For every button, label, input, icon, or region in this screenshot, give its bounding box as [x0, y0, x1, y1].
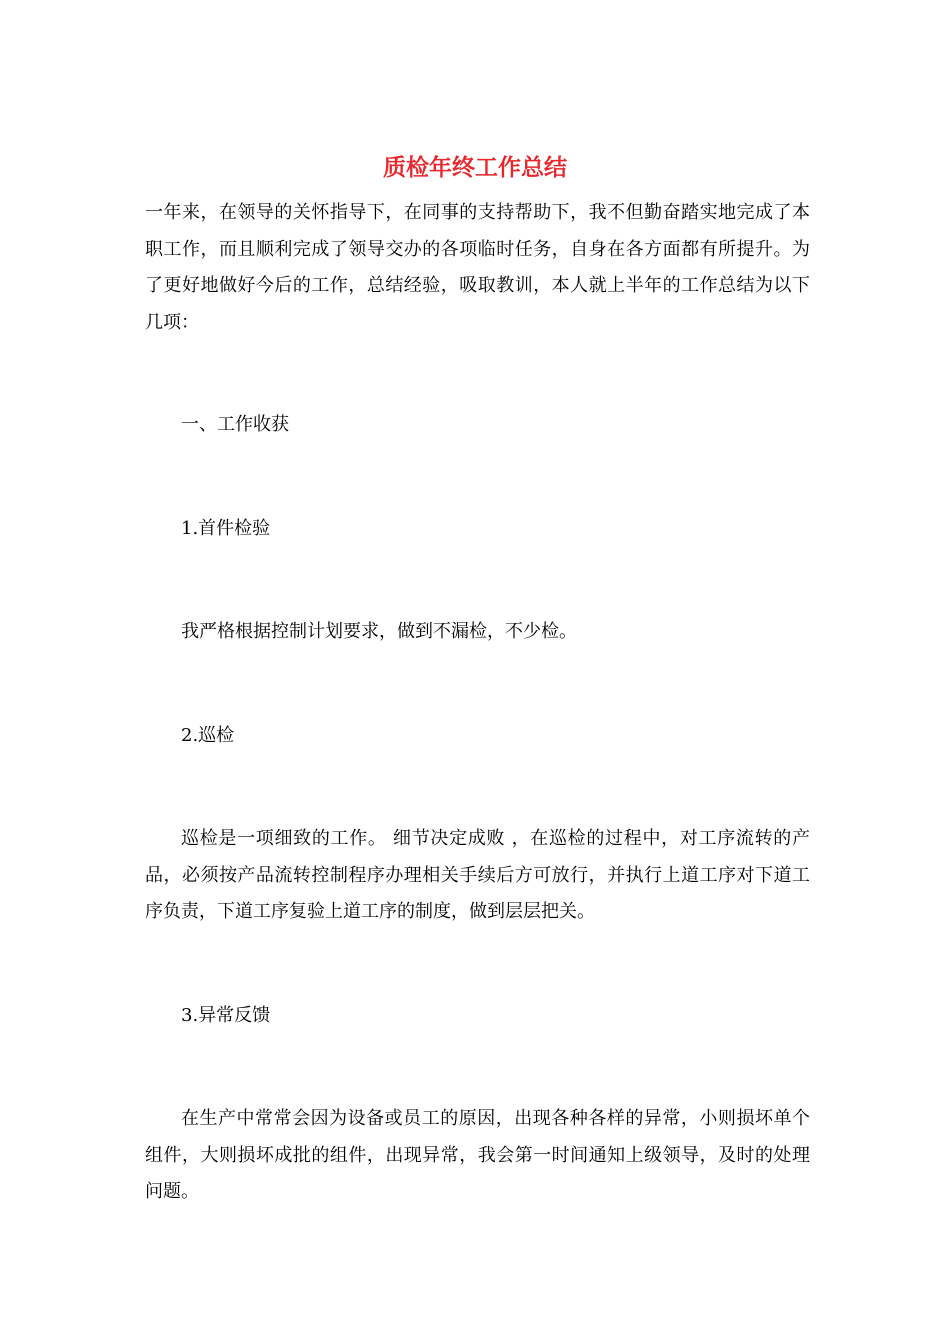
item-body-patrol-inspection: 巡检是一项细致的工作。 细节决定成败 ，在巡检的过程中，对工序流转的产品，必须按产品流转控制程序办理相关手续后方可放行，并执行上道工序对下道工序负责，下道工序复验上道工序的制度，做到层层把关。 — [145, 828, 810, 922]
item-heading-first-inspection: 1.首件检验 — [181, 518, 271, 539]
item-body-first-inspection: 我严格根据控制计划要求，做到不漏检，不少检。 — [181, 621, 577, 642]
item-heading-patrol-inspection: 2.巡检 — [181, 725, 235, 746]
intro-paragraph: 一年来，在领导的关怀指导下，在同事的支持帮助下，我不但勤奋踏实地完成了本职工作，而且顺利完成了领导交办的各项临时任务，自身在各方面都有所提升。为了更好地做好今后的工作，总结经验，吸取教训，本人就上半年的工作总结为以下几项： — [145, 202, 810, 333]
section-heading-work-gains: 一、工作收获 — [181, 414, 289, 435]
item-heading-exception-feedback: 3.异常反馈 — [181, 1005, 271, 1026]
page-title: 质检年终工作总结 — [383, 154, 567, 181]
item-body-exception-feedback: 在生产中常常会因为设备或员工的原因，出现各种各样的异常，小则损坏单个组件，大则损坏成批的组件，出现异常，我会第一时间通知上级领导，及时的处理问题。 — [145, 1108, 810, 1202]
